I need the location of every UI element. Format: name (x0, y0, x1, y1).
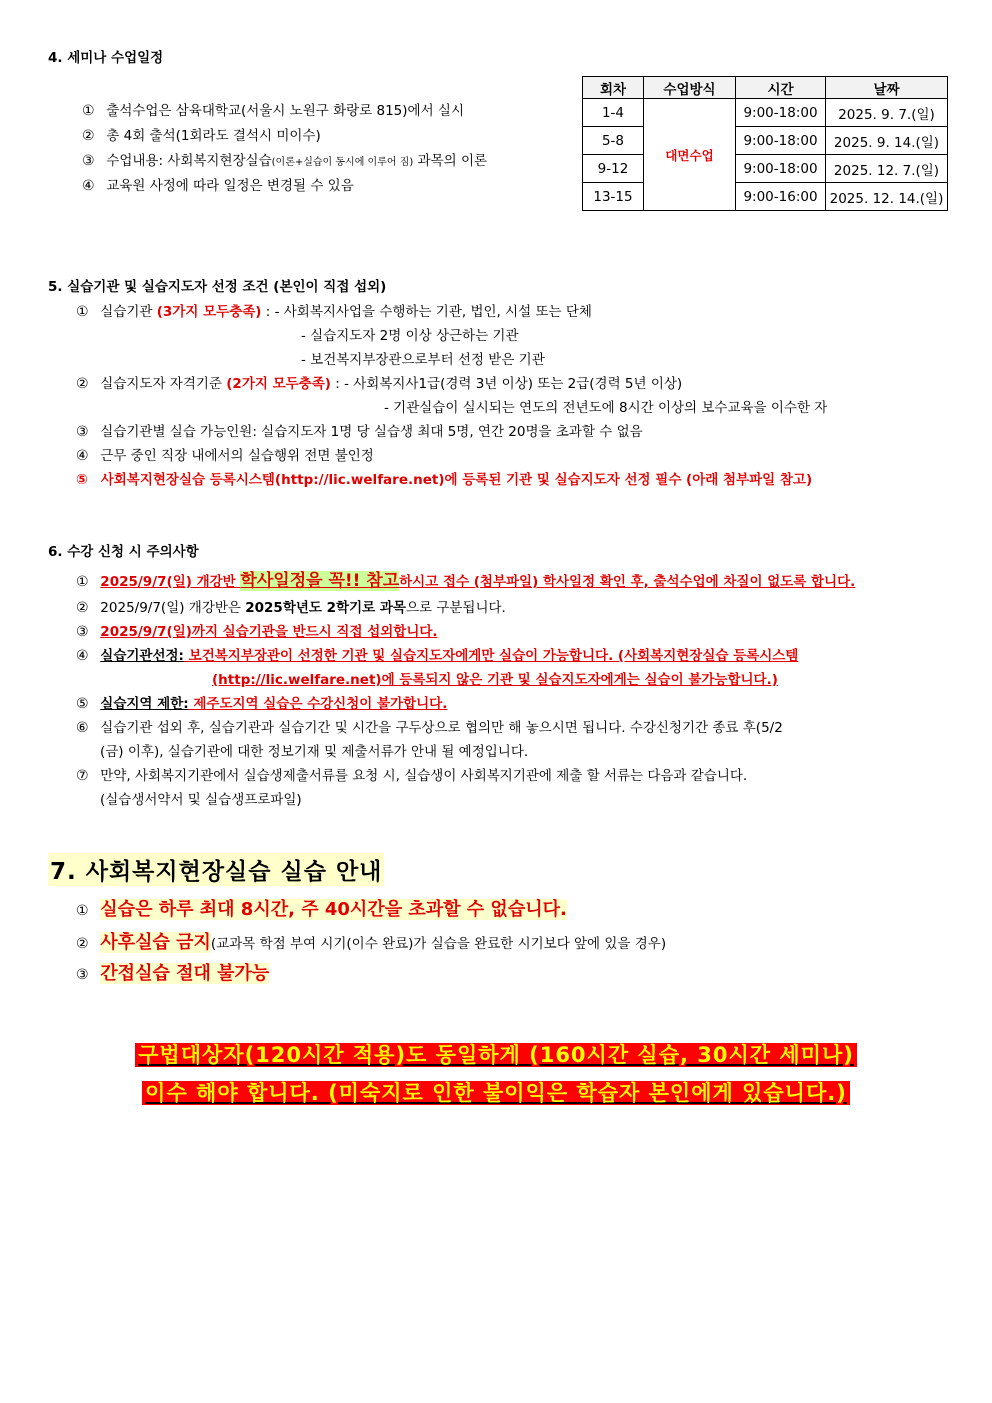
item-text: 간접실습 절대 불가능 (100, 963, 270, 984)
item-number: ① (76, 574, 89, 590)
sec7-item-3 (76, 959, 269, 985)
date-cell: 2025. 9. 14.(일) (826, 127, 948, 155)
requirement-badge: (2가지 모두충족) (226, 376, 331, 392)
header-date: 날짜 (826, 77, 948, 99)
item-number: ① (76, 903, 89, 919)
sec5-item-2 (76, 372, 682, 392)
item-text: 실습기관 섭외 후, 실습기관과 실습기간 및 시간을 구두상으로 협의만 해 놓으시면 됩니다. 수강신청기간 종료 후(5/2 (100, 720, 783, 736)
item-text: 사회복지현장실습 등록시스템(http://lic.welfare.net)에 등록된 기관 및 실습지도자 선정 필수 (아래 첨부파일 참고) (100, 472, 813, 488)
sec7-item-1 (76, 895, 567, 921)
round-cell: 13-15 (583, 183, 644, 211)
section-4-title: 4. 세미나 수업일정 (48, 50, 164, 66)
condition-line: - 실습지도자 2명 이상 상근하는 기관 (301, 328, 519, 344)
sec6-item-3 (76, 620, 438, 640)
item-number: ① (82, 103, 95, 119)
table-row (583, 183, 948, 211)
item-text-end: 과목의 이론 (413, 153, 488, 169)
sec7-item-2 (76, 928, 666, 954)
sec6-item-1 (76, 566, 855, 591)
item-text: 근무 중인 직장 내에서의 실습행위 전면 불인정 (100, 448, 374, 464)
item-number: ② (76, 936, 89, 952)
condition-line: - 사회복지사업을 수행하는 기관, 법인, 시설 또는 단체 (274, 304, 592, 320)
schedule-table (582, 76, 948, 211)
item-bold-text: 2025학년도 2학기로 과목 (245, 600, 406, 616)
item-number: ③ (76, 424, 89, 440)
item-label: 실습지역 제한: (100, 696, 189, 712)
item-text-end: 하시고 접수 (첨부파일) 학사일정 확인 후, 출석수업에 차질이 없도록 합니다. (399, 574, 856, 590)
banner-text: 구법대상자(120시간 적용)도 동일하게 (160시간 실습, 30시간 세미나) (135, 1043, 857, 1067)
highlight-text: 학사일정을 꼭!! 참고 (240, 571, 400, 591)
header-round: 회차 (583, 77, 644, 99)
sec5-item-5 (76, 468, 812, 488)
date-cell: 2025. 12. 7.(일) (826, 155, 948, 183)
item-number: ③ (76, 624, 89, 640)
method-cell: 대면수업 (644, 99, 736, 211)
item-number: ④ (82, 178, 95, 194)
sec5-item-1 (76, 300, 592, 320)
separator: : (261, 304, 275, 320)
sec6-item-6 (76, 716, 783, 736)
sec6-item-2 (76, 596, 506, 616)
section-5-title: 5. 실습기관 및 실습지도자 선정 조건 (본인이 직접 섭외) (48, 279, 387, 295)
table-header-row (583, 77, 948, 99)
item-number: ④ (76, 648, 89, 664)
sec5-item-4 (76, 444, 374, 464)
item-text: 교육원 사정에 따라 일정은 변경될 수 있음 (106, 178, 354, 194)
section-7-title: 7. 사회복지현장실습 실습 안내 (48, 853, 384, 886)
item-small-text: (이론+실습이 동시에 이루어 짐) (271, 157, 414, 168)
header-method: 수업방식 (644, 77, 736, 99)
round-cell: 5-8 (583, 127, 644, 155)
sec4-item-2 (82, 124, 321, 144)
item-number: ⑤ (76, 696, 89, 712)
banner-text: 이수 해야 합니다. (미숙지로 인한 불이익은 학습자 본인에게 있습니다.) (142, 1081, 850, 1105)
item-number: ② (76, 376, 89, 392)
notice-banner-line-2 (0, 1077, 992, 1107)
item-continuation: (실습생서약서 및 실습생프로파일) (100, 792, 302, 808)
item-continuation: (http://lic.welfare.net)에 등록되지 않은 기관 및 실습지도자에게는 실습이 불가능합니다.) (212, 672, 778, 688)
item-text: 2025/9/7(일)까지 실습기관을 반드시 직접 섭외합니다. (100, 624, 438, 640)
item-number: ① (76, 304, 89, 320)
item-number: ② (76, 600, 89, 616)
sec4-item-3 (82, 149, 487, 169)
separator: : (330, 376, 345, 392)
item-text: 수업내용: 사회복지현장실습 (106, 153, 272, 169)
item-text: 실습기관별 실습 가능인원: 실습지도자 1명 당 실습생 최대 5명, 연간 20명을 초과할 수 없음 (100, 424, 643, 440)
sec4-item-1 (82, 99, 464, 119)
date-cell: 2025. 12. 14.(일) (826, 183, 948, 211)
round-cell: 9-12 (583, 155, 644, 183)
notice-banner-line-1 (0, 1039, 992, 1069)
sec5-item-3 (76, 420, 643, 440)
time-cell: 9:00-18:00 (736, 155, 826, 183)
item-text: 사후실습 금지 (100, 932, 211, 953)
item-label: 실습지도자 자격기준 (100, 376, 227, 392)
item-number: ② (82, 128, 95, 144)
item-number: ③ (82, 153, 95, 169)
item-number: ⑦ (76, 768, 89, 784)
sec6-item-4 (76, 644, 798, 664)
item-text: 제주도지역 실습은 수강신청이 불가합니다. (188, 696, 448, 712)
item-text: 실습은 하루 최대 8시간, 주 40시간을 초과할 수 없습니다. (100, 899, 567, 920)
item-text: 총 4회 출석(1회라도 결석시 미이수) (106, 128, 321, 144)
table-row (583, 127, 948, 155)
sec6-item-5 (76, 692, 447, 712)
round-cell: 1-4 (583, 99, 644, 127)
item-text-end: 으로 구분됩니다. (405, 600, 506, 616)
item-continuation: (금) 이후), 실습기관에 대한 정보기재 및 제출서류가 안내 될 예정입니다. (100, 744, 529, 760)
item-text: 보건복지부장관이 선정한 기관 및 실습지도자에게만 실습이 가능합니다. (사회복지현장실습 등록시스템 (183, 648, 799, 664)
requirement-badge: (3가지 모두충족) (156, 304, 262, 320)
condition-line: - 보건복지부장관으로부터 선정 받은 기관 (301, 352, 545, 368)
sec6-item-7 (76, 764, 747, 784)
item-text: 만약, 사회복지기관에서 실습생제출서류를 요청 시, 실습생이 사회복지기관에 제출 할 서류는 다음과 같습니다. (100, 768, 748, 784)
item-number: ⑥ (76, 720, 89, 736)
item-text: 2025/9/7(일) 개강반 (100, 574, 241, 590)
item-text: 2025/9/7(일) 개강반은 (100, 600, 246, 616)
time-cell: 9:00-18:00 (736, 127, 826, 155)
item-text: 출석수업은 삼육대학교(서울시 노원구 화랑로 815)에서 실시 (106, 103, 464, 119)
condition-line: - 사회복지사1급(경력 3년 이상) 또는 2급(경력 5년 이상) (344, 376, 683, 392)
time-cell: 9:00-16:00 (736, 183, 826, 211)
table-row (583, 155, 948, 183)
item-note: (교과목 학점 부여 시기(이수 완료)가 실습을 완료한 시기보다 앞에 있을 경우) (210, 936, 667, 952)
date-cell: 2025. 9. 7.(일) (826, 99, 948, 127)
item-number: ⑤ (76, 472, 88, 488)
sec4-item-4 (82, 174, 354, 194)
condition-line: - 기관실습이 실시되는 연도의 전년도에 8시간 이상의 보수교육을 이수한 자 (384, 400, 828, 416)
section-6-title: 6. 수강 신청 시 주의사항 (48, 544, 199, 560)
item-number: ④ (76, 448, 89, 464)
item-label: 실습기관 (100, 304, 157, 320)
item-label: 실습기관선정: (100, 648, 184, 664)
table-row (583, 99, 948, 127)
time-cell: 9:00-18:00 (736, 99, 826, 127)
item-number: ③ (76, 967, 89, 983)
header-time: 시간 (736, 77, 826, 99)
